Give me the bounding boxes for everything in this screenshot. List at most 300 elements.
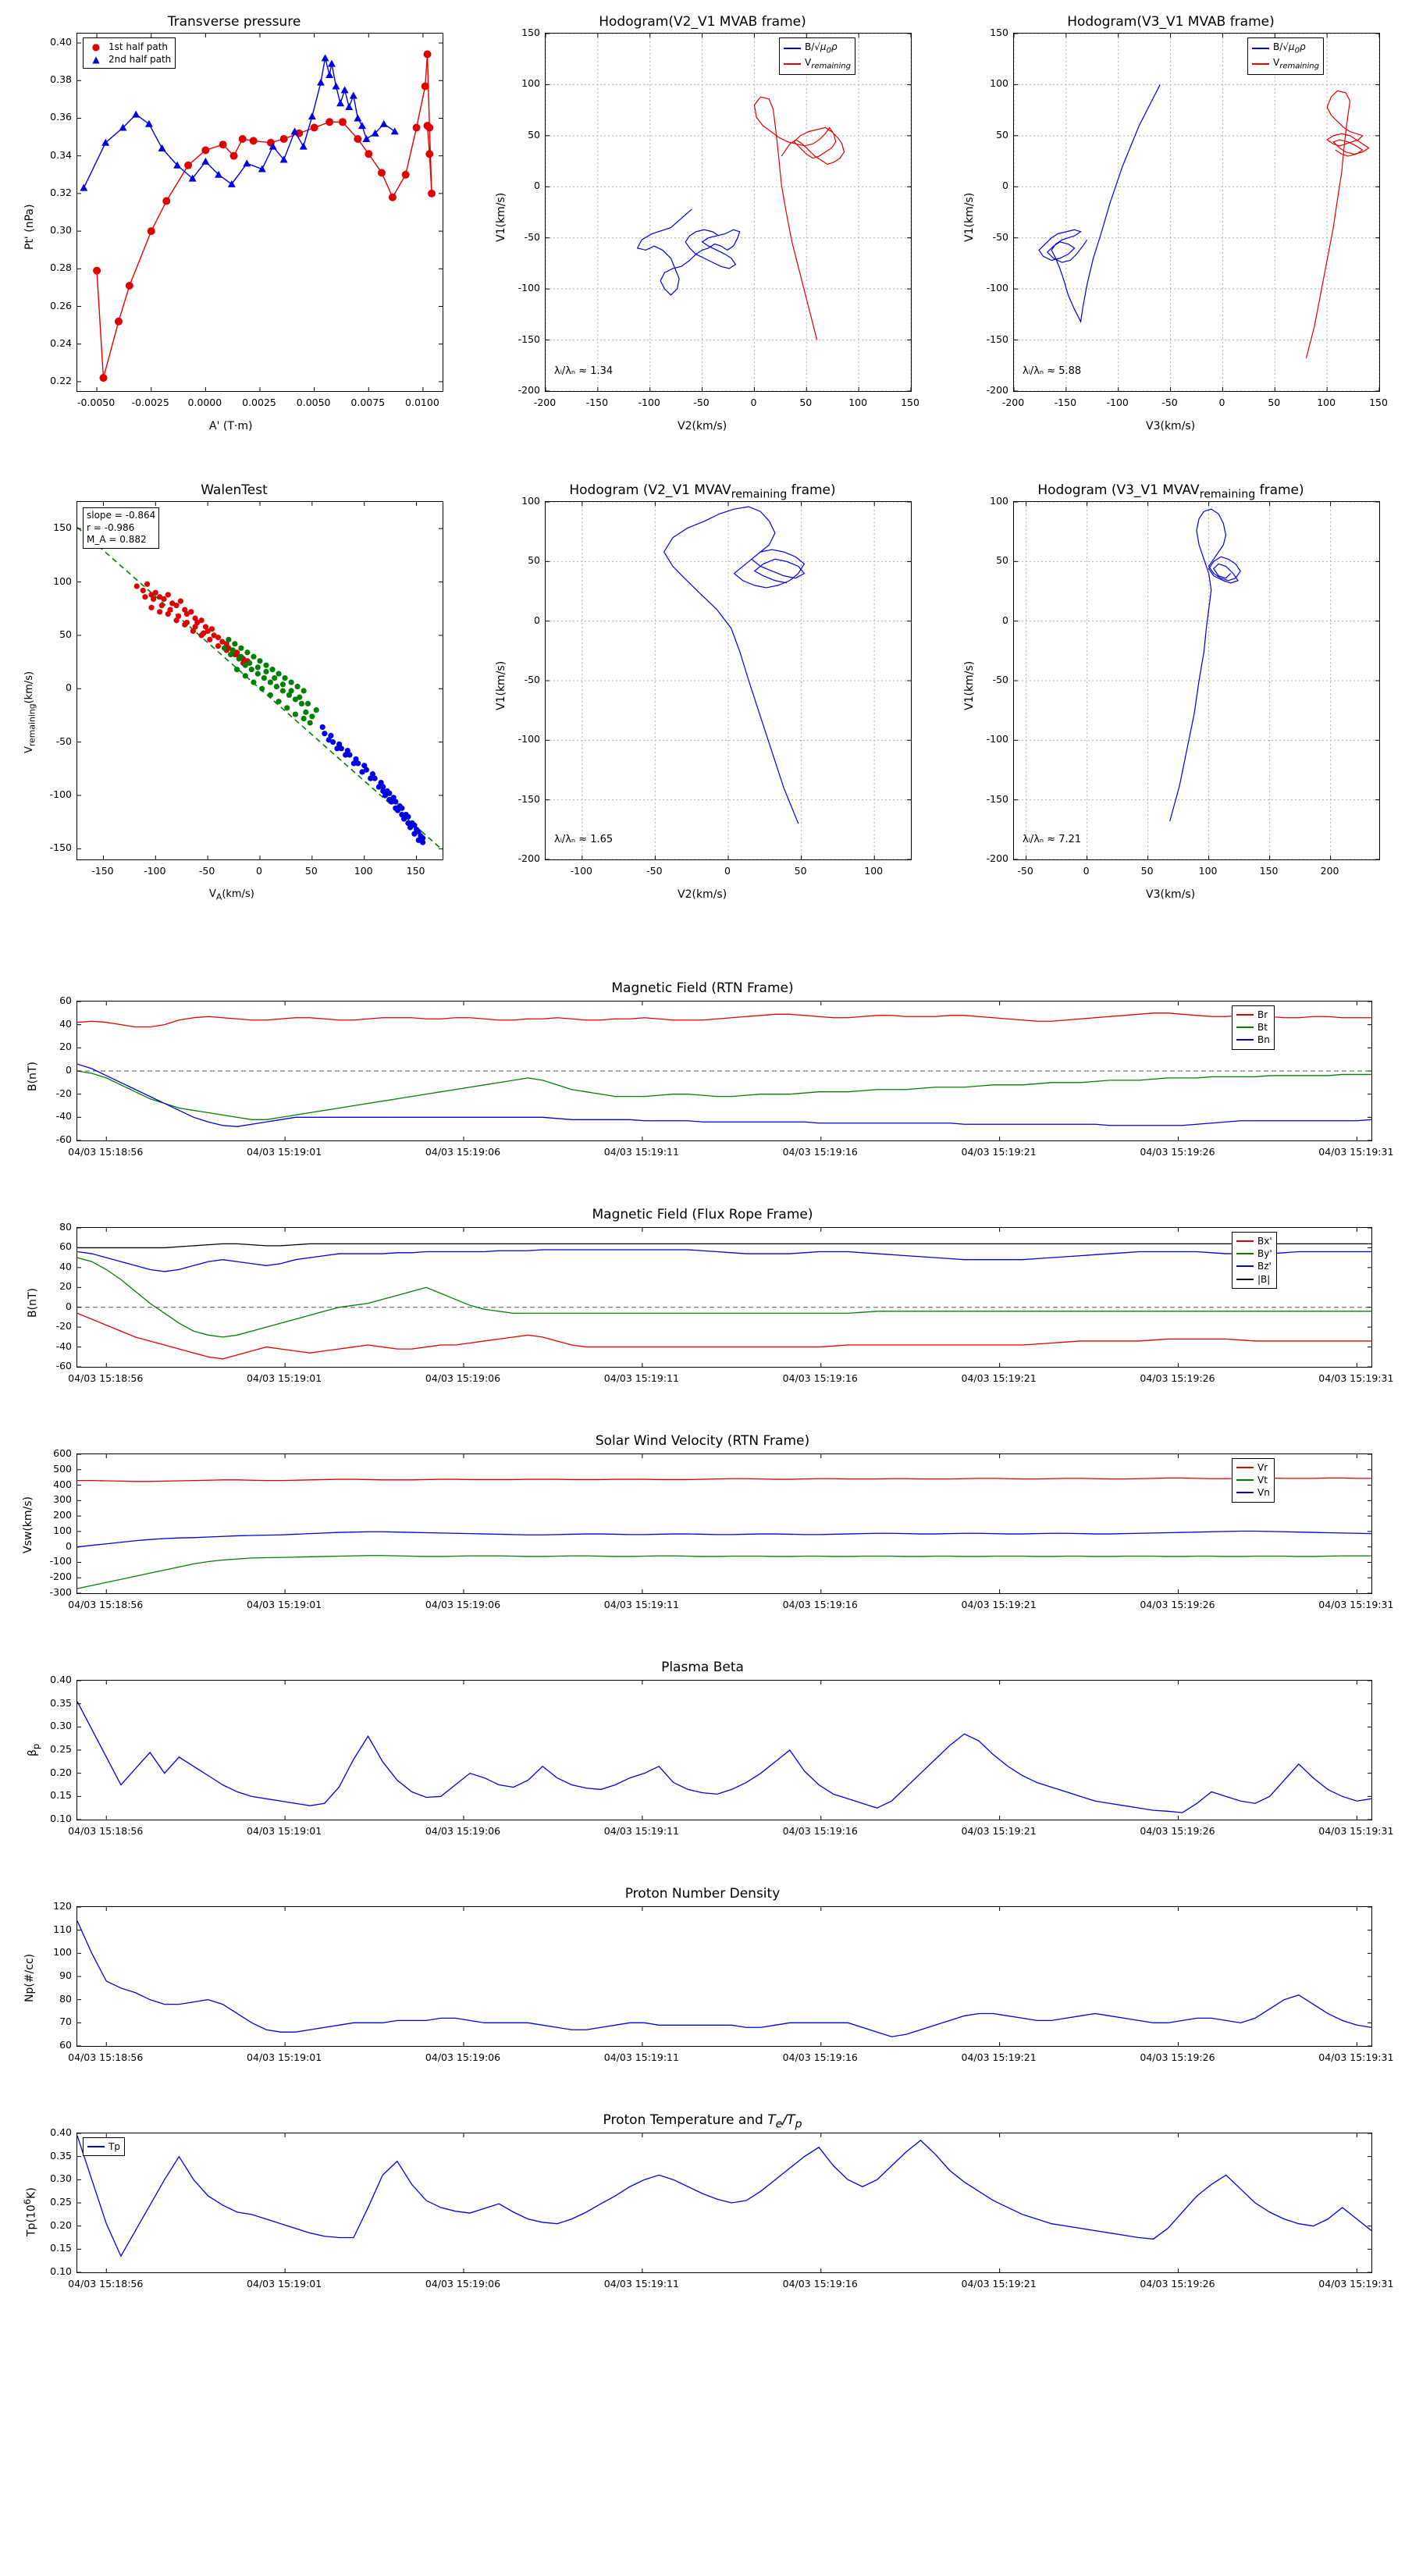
plot-area [76, 1453, 1372, 1594]
axis-tick-label: 04/03 15:18:56 [68, 1599, 144, 1610]
axis-tick-label: -50 [1161, 397, 1178, 408]
axis-tick-label: 100 [1198, 865, 1218, 877]
axis-tick-label: 150 [1259, 865, 1279, 877]
legend-label: 2nd half path [108, 54, 172, 66]
axis-tick-label: 50 [528, 128, 540, 141]
panel-transverse-pressure [0, 0, 468, 453]
axis-tick-label: -50 [524, 230, 540, 243]
axis-tick-label: -150 [91, 865, 114, 877]
axis-tick-label: 150 [1369, 397, 1388, 408]
legend-label: By' [1257, 1248, 1272, 1260]
legend-label: Bn [1257, 1034, 1270, 1046]
chart-legend [1247, 37, 1324, 75]
axis-tick-label: 20 [59, 1280, 72, 1293]
axis-tick-label: 150 [53, 521, 72, 534]
axis-tick-label: 0.26 [50, 299, 72, 311]
eigenvalue-ratio-annotation: λₗ/λₙ ≈ 1.65 [554, 834, 614, 845]
axis-tick-label: -150 [986, 792, 1008, 805]
legend-item [1236, 1260, 1272, 1272]
plot-area [545, 33, 912, 392]
legend-marker-icon: ▲ [92, 54, 100, 66]
axis-tick-label: 04/03 15:19:16 [782, 1146, 858, 1158]
axis-tick-label: -20 [55, 1087, 72, 1099]
axis-tick-label: 0 [1218, 397, 1225, 408]
axis-tick-label: 0.36 [50, 111, 72, 123]
chart-title: Plasma Beta [661, 1660, 744, 1675]
axis-tick-label: -200 [986, 384, 1008, 396]
axis-tick-label: 0 [724, 865, 731, 877]
axis-tick-label: -60 [55, 1360, 72, 1372]
axis-tick-label: -150 [585, 397, 609, 408]
axis-tick-label: 50 [528, 554, 540, 567]
axis-tick-label: 0.25 [50, 1743, 72, 1755]
axis-tick-label: 04/03 15:19:21 [961, 1599, 1037, 1610]
axis-tick-label: -100 [1106, 397, 1129, 408]
axis-tick-label: 0.28 [50, 262, 72, 274]
chart-legend [1232, 1458, 1275, 1503]
axis-tick-label: 0.38 [50, 73, 72, 86]
axis-tick-label: 0 [66, 1300, 72, 1312]
axis-tick-label: 50 [996, 128, 1008, 141]
legend-swatch [1252, 48, 1269, 49]
axis-tick-label: 04/03 15:18:56 [68, 1146, 144, 1158]
axis-tick-label: -100 [638, 397, 660, 408]
panel-magnetic-field-flux-rope [0, 1202, 1405, 1405]
panel-walen-test [0, 468, 468, 921]
chart-legend [83, 37, 176, 69]
axis-tick-label: 04/03 15:18:56 [68, 1825, 144, 1837]
axis-tick-label: 04/03 15:19:31 [1318, 1146, 1394, 1158]
y-axis-label: $Tp(10^6K)$ [22, 2187, 38, 2236]
legend-label: Vr [1257, 1462, 1268, 1473]
axis-tick-label: 04/03 15:19:16 [782, 1599, 858, 1610]
legend-item [1236, 1474, 1270, 1486]
walen-correlation: r = -0.986 [87, 521, 135, 533]
legend-swatch [1252, 63, 1269, 65]
legend-label: Tp [108, 2141, 120, 2152]
axis-tick-label: 150 [901, 397, 919, 408]
axis-tick-label: 400 [53, 1478, 72, 1490]
chart-title: Hodogram(V2_V1 MVAB frame) [599, 14, 806, 30]
y-axis-label: Pt' (nPa) [23, 204, 36, 250]
axis-tick-label: 04/03 15:19:11 [603, 1372, 679, 1384]
axis-tick-label: 80 [59, 1221, 72, 1233]
panel-hodogram-v3v1-mvav [937, 468, 1405, 921]
axis-tick-label: 0 [256, 865, 262, 877]
legend-swatch [1236, 1467, 1254, 1468]
axis-tick-label: -60 [55, 1133, 72, 1145]
axis-tick-label: 04/03 15:19:11 [603, 1146, 679, 1158]
axis-tick-label: -50 [992, 674, 1008, 685]
axis-tick-label: -40 [55, 1340, 72, 1352]
axis-tick-label: 50 [1268, 397, 1281, 408]
legend-label: Bt [1257, 1022, 1268, 1034]
axis-tick-label: -200 [518, 852, 540, 864]
axis-tick-label: 04/03 15:19:06 [425, 1825, 501, 1837]
axis-tick-label: -200 [49, 1571, 72, 1583]
axis-tick-label: 200 [1320, 865, 1339, 877]
axis-tick-label: -100 [49, 788, 72, 800]
axis-tick-label: -200 [518, 384, 540, 396]
chart-title: Transverse pressure [167, 14, 301, 30]
y-axis-label: Vsw(km/s) [22, 1496, 34, 1553]
axis-tick-label: 100 [354, 865, 373, 877]
axis-tick-label: 0.20 [50, 2218, 72, 2231]
legend-swatch [87, 2146, 105, 2147]
legend-swatch [1236, 1039, 1254, 1041]
axis-tick-label: 04/03 15:19:26 [1140, 1825, 1215, 1837]
legend-item [1236, 1235, 1272, 1247]
legend-item [1236, 1034, 1270, 1046]
axis-tick-label: 150 [990, 27, 1008, 38]
axis-tick-label: -0.0050 [76, 397, 116, 408]
axis-tick-label: 04/03 15:19:01 [247, 1599, 322, 1610]
axis-tick-label: 04/03 15:19:26 [1140, 1372, 1215, 1384]
axis-tick-label: -150 [1054, 397, 1077, 408]
chart-legend [1232, 1005, 1275, 1050]
legend-swatch [784, 48, 801, 49]
legend-item [87, 2140, 120, 2153]
legend-label: $B/√\mu_0\rho$ [805, 41, 838, 55]
axis-tick-label: 50 [1140, 865, 1154, 877]
y-axis-label: V1(km/s) [495, 192, 507, 242]
y-axis-label: $V_{remaining}(km/s)$ [23, 671, 37, 753]
walen-alfven-mach: M_A = 0.882 [87, 534, 147, 546]
legend-swatch [1236, 1265, 1254, 1267]
plot-area [76, 33, 443, 392]
chart-title: Magnetic Field (Flux Rope Frame) [592, 1207, 813, 1222]
axis-tick-label: 40 [59, 1260, 72, 1272]
axis-tick-label: 100 [990, 77, 1008, 90]
eigenvalue-ratio-annotation: λₗ/λₙ ≈ 1.34 [554, 365, 614, 377]
legend-swatch [1236, 1240, 1254, 1242]
axis-tick-label: 04/03 15:19:11 [603, 1599, 679, 1610]
axis-tick-label: 04/03 15:19:21 [961, 1825, 1037, 1837]
plot-area [76, 1227, 1372, 1368]
x-axis-label: V2(km/s) [678, 420, 727, 432]
legend-item [1236, 1247, 1272, 1260]
plot-area [76, 1680, 1372, 1820]
legend-swatch [1236, 1279, 1254, 1280]
axis-tick-label: -40 [55, 1110, 72, 1123]
legend-marker-icon: ● [91, 41, 101, 53]
axis-tick-label: 04/03 15:19:21 [961, 2051, 1037, 2063]
chart-legend [1232, 1232, 1277, 1289]
axis-tick-label: 04/03 15:19:06 [425, 2278, 501, 2290]
axis-tick-label: -200 [533, 397, 557, 408]
axis-tick-label: 0.35 [50, 2149, 72, 2161]
plot-area [76, 1001, 1372, 1141]
axis-tick-label: -50 [1017, 865, 1033, 877]
axis-tick-label: 0.20 [50, 1766, 72, 1778]
axis-tick-label: 100 [53, 1946, 72, 1959]
axis-tick-label: 04/03 15:19:21 [961, 1146, 1037, 1158]
chart-title: Proton Temperature and $T_e/T_p$ [603, 2112, 802, 2131]
x-axis-label: V3(km/s) [1146, 888, 1196, 901]
axis-tick-label: 04/03 15:19:16 [782, 2278, 858, 2290]
x-axis-label: A' (T·m) [209, 420, 253, 432]
legend-label: $V_{remaining}$ [1273, 56, 1319, 71]
x-axis-label: V2(km/s) [678, 888, 727, 901]
axis-tick-label: -100 [518, 282, 540, 294]
plot-area [1013, 33, 1380, 392]
plot-area [76, 501, 443, 860]
axis-tick-label: 50 [996, 554, 1008, 567]
axis-tick-label: -150 [518, 333, 540, 345]
panel-hodogram-v3v1-mvab [937, 0, 1405, 453]
axis-tick-label: 0.24 [50, 336, 72, 349]
y-axis-label: Np(#/cc) [23, 1953, 36, 2002]
legend-item [87, 53, 171, 66]
axis-tick-label: 60 [59, 994, 72, 1006]
legend-item [784, 41, 851, 56]
axis-tick-label: 0 [534, 180, 540, 192]
axis-tick-label: -200 [986, 852, 1008, 864]
axis-tick-label: 90 [59, 1969, 72, 1981]
axis-tick-label: 04/03 15:19:31 [1318, 2051, 1394, 2063]
axis-tick-label: 100 [1317, 397, 1336, 408]
axis-tick-label: 500 [53, 1462, 72, 1475]
panel-proton-temperature [0, 2108, 1405, 2311]
axis-tick-label: -150 [986, 333, 1008, 345]
axis-tick-label: 0.10 [50, 1813, 72, 1824]
panel-magnetic-field-rtn [0, 976, 1405, 1179]
axis-tick-label: 0.0025 [242, 397, 276, 408]
panel-hodogram-v2v1-mvav [468, 468, 937, 921]
axis-tick-label: 0.40 [50, 2126, 72, 2138]
axis-tick-label: 50 [799, 397, 813, 408]
y-axis-label: $\beta_p$ [27, 1743, 41, 1756]
axis-tick-label: 04/03 15:19:21 [961, 2278, 1037, 2290]
axis-tick-label: -200 [1001, 397, 1025, 408]
legend-label: $B/√\mu_0\rho$ [1273, 41, 1306, 55]
axis-tick-label: 40 [59, 1017, 72, 1030]
axis-tick-label: 04/03 15:19:01 [247, 1372, 322, 1384]
chart-legend [779, 37, 855, 75]
axis-tick-label: 80 [59, 1992, 72, 2005]
chart-title: Hodogram (V3_V1 $MVAV_{remaining}$ frame) [1037, 482, 1304, 501]
axis-tick-label: 0.0100 [405, 397, 439, 408]
panel-solar-wind-velocity [0, 1429, 1405, 1631]
axis-tick-label: 200 [53, 1509, 72, 1521]
axis-tick-label: 04/03 15:19:01 [247, 2278, 322, 2290]
legend-label: Bx' [1257, 1236, 1272, 1247]
y-axis-label: V1(km/s) [963, 660, 976, 710]
axis-tick-label: -50 [198, 865, 215, 877]
axis-tick-label: 0.35 [50, 1696, 72, 1709]
legend-label: Vn [1257, 1487, 1270, 1499]
legend-swatch [1236, 1014, 1254, 1016]
chart-legend [83, 2137, 125, 2156]
axis-tick-label: 04/03 15:19:06 [425, 1372, 501, 1384]
plot-area [1013, 501, 1380, 860]
axis-tick-label: 0.40 [50, 1674, 72, 1685]
axis-tick-label: 04/03 15:19:01 [247, 2051, 322, 2063]
y-axis-label: V1(km/s) [963, 192, 976, 242]
axis-tick-label: 04/03 15:19:31 [1318, 1599, 1394, 1610]
axis-tick-label: 04/03 15:19:06 [425, 2051, 501, 2063]
axis-tick-label: 0 [66, 1539, 72, 1552]
axis-tick-label: 100 [53, 575, 72, 587]
legend-item [1236, 1273, 1272, 1286]
axis-tick-label: 150 [521, 27, 540, 38]
axis-tick-label: -100 [49, 1555, 72, 1567]
axis-tick-label: 0 [66, 1064, 72, 1076]
eigenvalue-ratio-annotation: λₗ/λₙ ≈ 5.88 [1023, 365, 1082, 377]
chart-title: Proton Number Density [624, 1886, 781, 1902]
axis-tick-label: 0.30 [50, 224, 72, 237]
axis-tick-label: 60 [59, 1240, 72, 1253]
axis-tick-label: -50 [693, 397, 710, 408]
axis-tick-label: 0 [66, 681, 72, 694]
x-axis-label: V3(km/s) [1146, 420, 1196, 432]
axis-tick-label: -50 [524, 674, 540, 685]
axis-tick-label: 120 [53, 1900, 72, 1912]
axis-tick-label: 60 [59, 2039, 72, 2051]
legend-swatch [1236, 1026, 1254, 1028]
axis-tick-label: -50 [992, 230, 1008, 243]
legend-label: $V_{remaining}$ [805, 56, 851, 71]
axis-tick-label: 04/03 15:18:56 [68, 2278, 144, 2290]
axis-tick-label: 04/03 15:19:16 [782, 1372, 858, 1384]
chart-title: WalenTest [201, 482, 268, 498]
axis-tick-label: 0 [1002, 614, 1008, 626]
eigenvalue-ratio-annotation: λₗ/λₙ ≈ 7.21 [1023, 834, 1082, 845]
legend-label: |B| [1257, 1273, 1271, 1285]
axis-tick-label: 50 [304, 865, 318, 877]
axis-tick-label: 600 [53, 1447, 72, 1459]
axis-tick-label: 0.15 [50, 1789, 72, 1802]
legend-label: Bz' [1257, 1261, 1272, 1272]
plot-area [76, 1906, 1372, 2047]
axis-tick-label: 0.15 [50, 2242, 72, 2254]
axis-tick-label: 0.32 [50, 186, 72, 198]
axis-tick-label: 04/03 15:19:11 [603, 1825, 679, 1837]
legend-label: Vt [1257, 1475, 1268, 1486]
axis-tick-label: 110 [53, 1923, 72, 1935]
panel-hodogram-v2v1-mvab [468, 0, 937, 453]
axis-tick-label: 0 [1002, 180, 1008, 192]
axis-tick-label: 04/03 15:19:26 [1140, 1146, 1215, 1158]
axis-tick-label: 04/03 15:19:16 [782, 2051, 858, 2063]
legend-item [1252, 41, 1319, 56]
axis-tick-label: 0 [1083, 865, 1090, 877]
axis-tick-label: 50 [59, 628, 72, 640]
legend-item [1236, 1009, 1270, 1021]
axis-tick-label: -100 [986, 282, 1008, 294]
axis-tick-label: 0.30 [50, 2172, 72, 2185]
axis-tick-label: 0.0075 [350, 397, 386, 408]
chart-title: Magnetic Field (RTN Frame) [611, 980, 794, 996]
axis-tick-label: 0.10 [50, 2265, 72, 2277]
axis-tick-label: -300 [49, 1586, 72, 1598]
axis-tick-label: 04/03 15:19:16 [782, 1825, 858, 1837]
axis-tick-label: 100 [864, 865, 884, 877]
walen-slope: slope = -0.864 [87, 510, 156, 521]
axis-tick-label: 04/03 15:19:06 [425, 1146, 501, 1158]
axis-tick-label: 0 [534, 614, 540, 626]
axis-tick-label: 20 [59, 1041, 72, 1053]
axis-tick-label: 04/03 15:19:21 [961, 1372, 1037, 1384]
axis-tick-label: -150 [49, 841, 72, 854]
legend-item [1252, 56, 1319, 72]
legend-swatch [1236, 1253, 1254, 1254]
axis-tick-label: -20 [55, 1320, 72, 1332]
legend-item [1236, 1486, 1270, 1499]
axis-tick-label: 0.25 [50, 2196, 72, 2208]
axis-tick-label: 04/03 15:19:01 [247, 1146, 322, 1158]
axis-tick-label: 0.0000 [187, 397, 222, 408]
axis-tick-label: -100 [986, 733, 1008, 745]
panel-proton-number-density [0, 1881, 1405, 2084]
axis-tick-label: 0 [750, 397, 757, 408]
axis-tick-label: 100 [521, 77, 540, 90]
walen-fit-stats [83, 507, 159, 549]
y-axis-label: B(nT) [27, 1288, 39, 1318]
legend-item [87, 41, 171, 53]
axis-tick-label: 04/03 15:19:06 [425, 1599, 501, 1610]
axis-tick-label: 04/03 15:19:31 [1318, 1372, 1394, 1384]
axis-tick-label: 04/03 15:18:56 [68, 1372, 144, 1384]
axis-tick-label: 04/03 15:19:11 [603, 2278, 679, 2290]
axis-tick-label: -50 [646, 865, 663, 877]
legend-item [1236, 1021, 1270, 1034]
axis-tick-label: -150 [518, 792, 540, 805]
plot-area [545, 501, 912, 860]
x-axis-label: $V_A(km/s)$ [209, 888, 254, 902]
axis-tick-label: 04/03 15:19:26 [1140, 2278, 1215, 2290]
legend-swatch [784, 63, 801, 65]
axis-tick-label: 04/03 15:19:01 [247, 1825, 322, 1837]
axis-tick-label: 100 [53, 1524, 72, 1536]
axis-tick-label: 50 [794, 865, 807, 877]
axis-tick-label: 150 [406, 865, 425, 877]
axis-tick-label: 04/03 15:19:26 [1140, 2051, 1215, 2063]
legend-swatch [1236, 1492, 1254, 1493]
axis-tick-label: 0.34 [50, 148, 72, 161]
axis-tick-label: 0.0050 [296, 397, 331, 408]
y-axis-label: B(nT) [27, 1062, 39, 1091]
axis-tick-label: 100 [521, 495, 540, 507]
axis-tick-label: 0.22 [50, 374, 72, 386]
axis-tick-label: 04/03 15:19:31 [1318, 2278, 1394, 2290]
chart-title: Hodogram (V2_V1 $MVAV_{remaining}$ frame) [569, 482, 836, 501]
plot-area [76, 2133, 1372, 2273]
legend-label: 1st half path [108, 41, 169, 52]
y-axis-label: V1(km/s) [495, 660, 507, 710]
axis-tick-label: 100 [848, 397, 868, 408]
axis-tick-label: 300 [53, 1493, 72, 1506]
legend-item [1236, 1461, 1270, 1474]
legend-swatch [1236, 1479, 1254, 1481]
panel-plasma-beta [0, 1655, 1405, 1858]
legend-label: Br [1257, 1009, 1268, 1020]
axis-tick-label: -100 [570, 865, 592, 877]
chart-title: Solar Wind Velocity (RTN Frame) [595, 1433, 810, 1449]
axis-tick-label: 0.40 [50, 36, 72, 48]
axis-tick-label: -100 [518, 733, 540, 745]
axis-tick-label: 04/03 15:19:26 [1140, 1599, 1215, 1610]
chart-title: Hodogram(V3_V1 MVAB frame) [1067, 14, 1275, 30]
axis-tick-label: 04/03 15:19:11 [603, 2051, 679, 2063]
axis-tick-label: 100 [990, 495, 1008, 507]
axis-tick-label: 04/03 15:19:31 [1318, 1825, 1394, 1837]
axis-tick-label: 04/03 15:18:56 [68, 2051, 144, 2063]
axis-tick-label: -100 [144, 865, 166, 877]
axis-tick-label: 0.30 [50, 1720, 72, 1732]
axis-tick-label: -50 [55, 735, 72, 747]
legend-item [784, 56, 851, 72]
